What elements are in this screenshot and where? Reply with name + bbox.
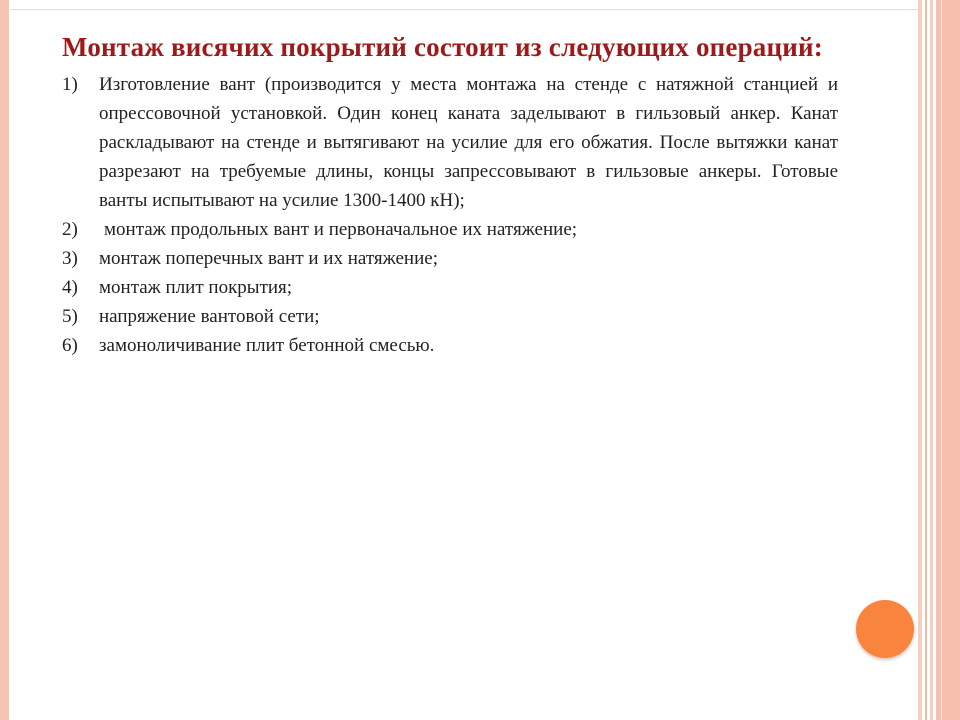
top-rule-decoration [10, 9, 918, 10]
right-stripe-decoration [930, 0, 933, 720]
slide-title: Монтаж висячих покрытий состоит из следующих операций: [62, 32, 823, 62]
list-item-number: 5) [62, 306, 78, 327]
list-item-number: 4) [62, 277, 78, 298]
right-stripe-decoration [925, 0, 927, 720]
list-item-text: Изготовление вант (производится у места монтажа на стенде с натяжной станцией и опрессовочной установкой. Один конец каната заделывают в гильзовый анкер. Канат раскладывают на стенде и вытягивают на усилие для его обжатия. После вытяжки канат разрезают на требуемые длины, концы запрессовывают в гильзовые анкеры. Готовые ванты испытывают на усилие 1300-1400 кН); [99, 74, 838, 211]
list-item-text: напряжение вантовой сети; [99, 306, 320, 327]
list-item-number: 1) [62, 74, 78, 95]
list-item [62, 302, 838, 331]
list-item-number: 3) [62, 248, 78, 269]
list-item-text: замоноличивание плит бетонной смесью. [99, 335, 435, 356]
list-item [62, 331, 838, 360]
list-item [62, 273, 838, 302]
list-item-text: монтаж продольных вант и первоначальное их натяжение; [104, 219, 578, 240]
list-item [62, 244, 838, 273]
list-item-number: 6) [62, 335, 78, 356]
left-border-decoration [0, 0, 9, 720]
list-item [62, 70, 838, 215]
slide-content [62, 28, 838, 360]
operations-list [62, 70, 838, 360]
right-stripe-decoration [918, 0, 922, 720]
list-item-text: монтаж плит покрытия; [99, 277, 293, 298]
list-item-number: 2) [62, 219, 78, 240]
right-stripe-decoration [941, 0, 942, 720]
orange-circle-decoration [856, 600, 914, 658]
right-stripe-decoration [936, 0, 960, 720]
list-item [62, 215, 838, 244]
list-item-text: монтаж поперечных вант и их натяжение; [99, 248, 438, 269]
